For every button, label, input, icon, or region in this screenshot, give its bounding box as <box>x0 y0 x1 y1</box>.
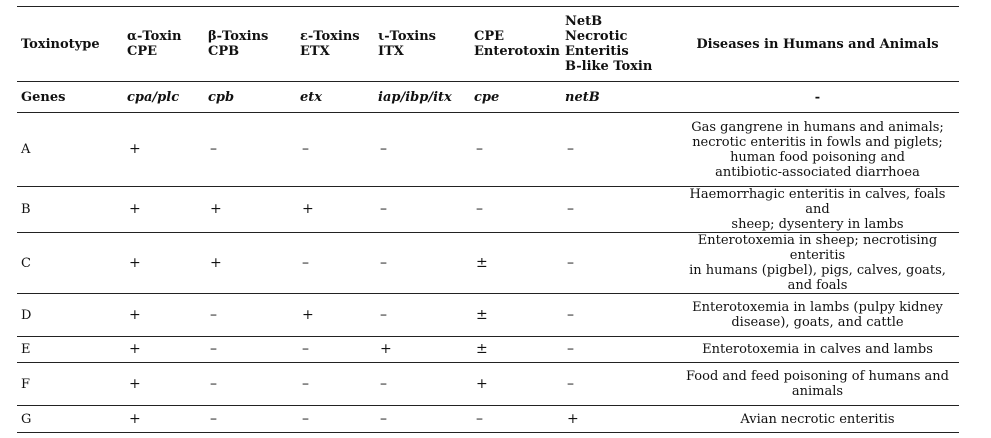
toxin-cell: + <box>129 341 141 357</box>
gene-cell: etx <box>296 82 374 113</box>
disease-cell: Enterotoxemia in calves and lambs <box>702 342 933 357</box>
toxin-cell: – <box>380 141 387 157</box>
toxin-cell: – <box>380 254 387 271</box>
toxin-cell: – <box>567 254 574 271</box>
gene-cell: cpa/plc <box>123 82 204 113</box>
toxinotype-table <box>17 6 959 433</box>
toxin-cell: + <box>476 375 488 392</box>
toxin-cell: + <box>380 341 392 357</box>
table-row <box>17 233 959 294</box>
toxin-cell: – <box>476 201 483 217</box>
gene-cell: - <box>676 82 959 113</box>
toxin-cell: – <box>567 141 574 157</box>
toxin-cell: – <box>476 141 483 157</box>
header-diseases: Diseases in Humans and Animals <box>696 36 939 52</box>
genes-label: Genes <box>17 82 123 113</box>
toxin-cell: + <box>210 254 222 271</box>
table-row <box>17 337 959 363</box>
toxinotype-cell: B <box>21 202 31 217</box>
toxin-cell: + <box>129 201 141 217</box>
toxin-cell: + <box>302 306 314 323</box>
toxin-cell: + <box>210 201 222 217</box>
header-toxinotype: Toxinotype <box>21 36 100 52</box>
toxin-cell: – <box>302 341 309 357</box>
toxin-cell: – <box>302 254 309 271</box>
toxin-cell: ± <box>476 341 488 357</box>
toxinotype-cell: G <box>21 411 32 427</box>
toxinotype-cell: C <box>21 255 31 271</box>
toxin-cell: – <box>210 141 217 157</box>
disease-cell: Gas gangrene in humans and animals; necrotic enteritis in fowls and piglets; human food poisoning and antibiotic-associated diarrhoea <box>691 119 944 180</box>
header-alpha-toxin: α-Toxin CPE <box>127 29 182 59</box>
toxin-cell: ± <box>476 254 488 271</box>
toxin-cell: + <box>129 254 141 271</box>
gene-cell: cpb <box>204 82 296 113</box>
disease-cell: Haemorrhagic enteritis in calves, foals and sheep; dysentery in lambs <box>689 187 946 232</box>
toxin-cell: – <box>567 375 574 392</box>
toxin-cell: ± <box>476 306 488 323</box>
toxin-cell: – <box>567 341 574 357</box>
toxin-cell: – <box>476 410 483 427</box>
header-netb: NetB Necrotic Enteritis B-like Toxin <box>565 14 653 74</box>
table-row <box>17 294 959 337</box>
toxin-cell: + <box>129 306 141 323</box>
toxinotype-cell: E <box>21 342 31 357</box>
toxin-cell: + <box>129 375 141 392</box>
disease-cell: Food and feed poisoning of humans and animals <box>685 369 950 399</box>
disease-cell: Enterotoxemia in sheep; necrotising enteritis in humans (pigbel), pigs, calves, goats, and foals <box>689 233 946 293</box>
toxin-cell: + <box>129 410 141 427</box>
gene-cell: iap/ibp/itx <box>374 82 470 113</box>
header-iota-toxins: ι-Toxins ITX <box>378 29 436 59</box>
toxin-cell: + <box>129 141 141 157</box>
toxin-cell: – <box>210 306 217 323</box>
disease-cell: Avian necrotic enteritis <box>740 411 895 427</box>
toxinotype-cell: D <box>21 307 32 323</box>
toxin-cell: + <box>302 201 314 217</box>
toxin-cell: – <box>210 410 217 427</box>
toxin-cell: – <box>210 341 217 357</box>
toxin-cell: – <box>380 375 387 392</box>
toxinotype-cell: F <box>21 376 31 392</box>
toxin-cell: – <box>567 201 574 217</box>
table-row <box>17 187 959 233</box>
table-row <box>17 113 959 187</box>
toxin-cell: – <box>302 410 309 427</box>
toxinotype-cell: A <box>21 142 31 157</box>
toxin-cell: – <box>302 375 309 392</box>
toxin-cell: – <box>380 410 387 427</box>
toxin-cell: – <box>302 141 309 157</box>
toxin-cell: – <box>210 375 217 392</box>
header-row <box>17 7 959 82</box>
toxin-cell: – <box>380 201 387 217</box>
toxin-cell: – <box>380 306 387 323</box>
disease-cell: Enterotoxemia in lambs (pulpy kidney disease), goats, and cattle <box>692 300 943 330</box>
header-epsilon-toxins: ε-Toxins ETX <box>300 29 360 59</box>
table-row <box>17 363 959 406</box>
toxin-cell: – <box>567 306 574 323</box>
toxin-cell: + <box>567 410 579 427</box>
header-cpe-enterotoxin: CPE Enterotoxin <box>474 29 560 59</box>
genes-row <box>17 82 959 113</box>
table-row <box>17 406 959 433</box>
gene-cell: netB <box>561 82 676 113</box>
header-beta-toxins: β-Toxins CPB <box>208 29 269 59</box>
gene-cell: cpe <box>470 82 561 113</box>
